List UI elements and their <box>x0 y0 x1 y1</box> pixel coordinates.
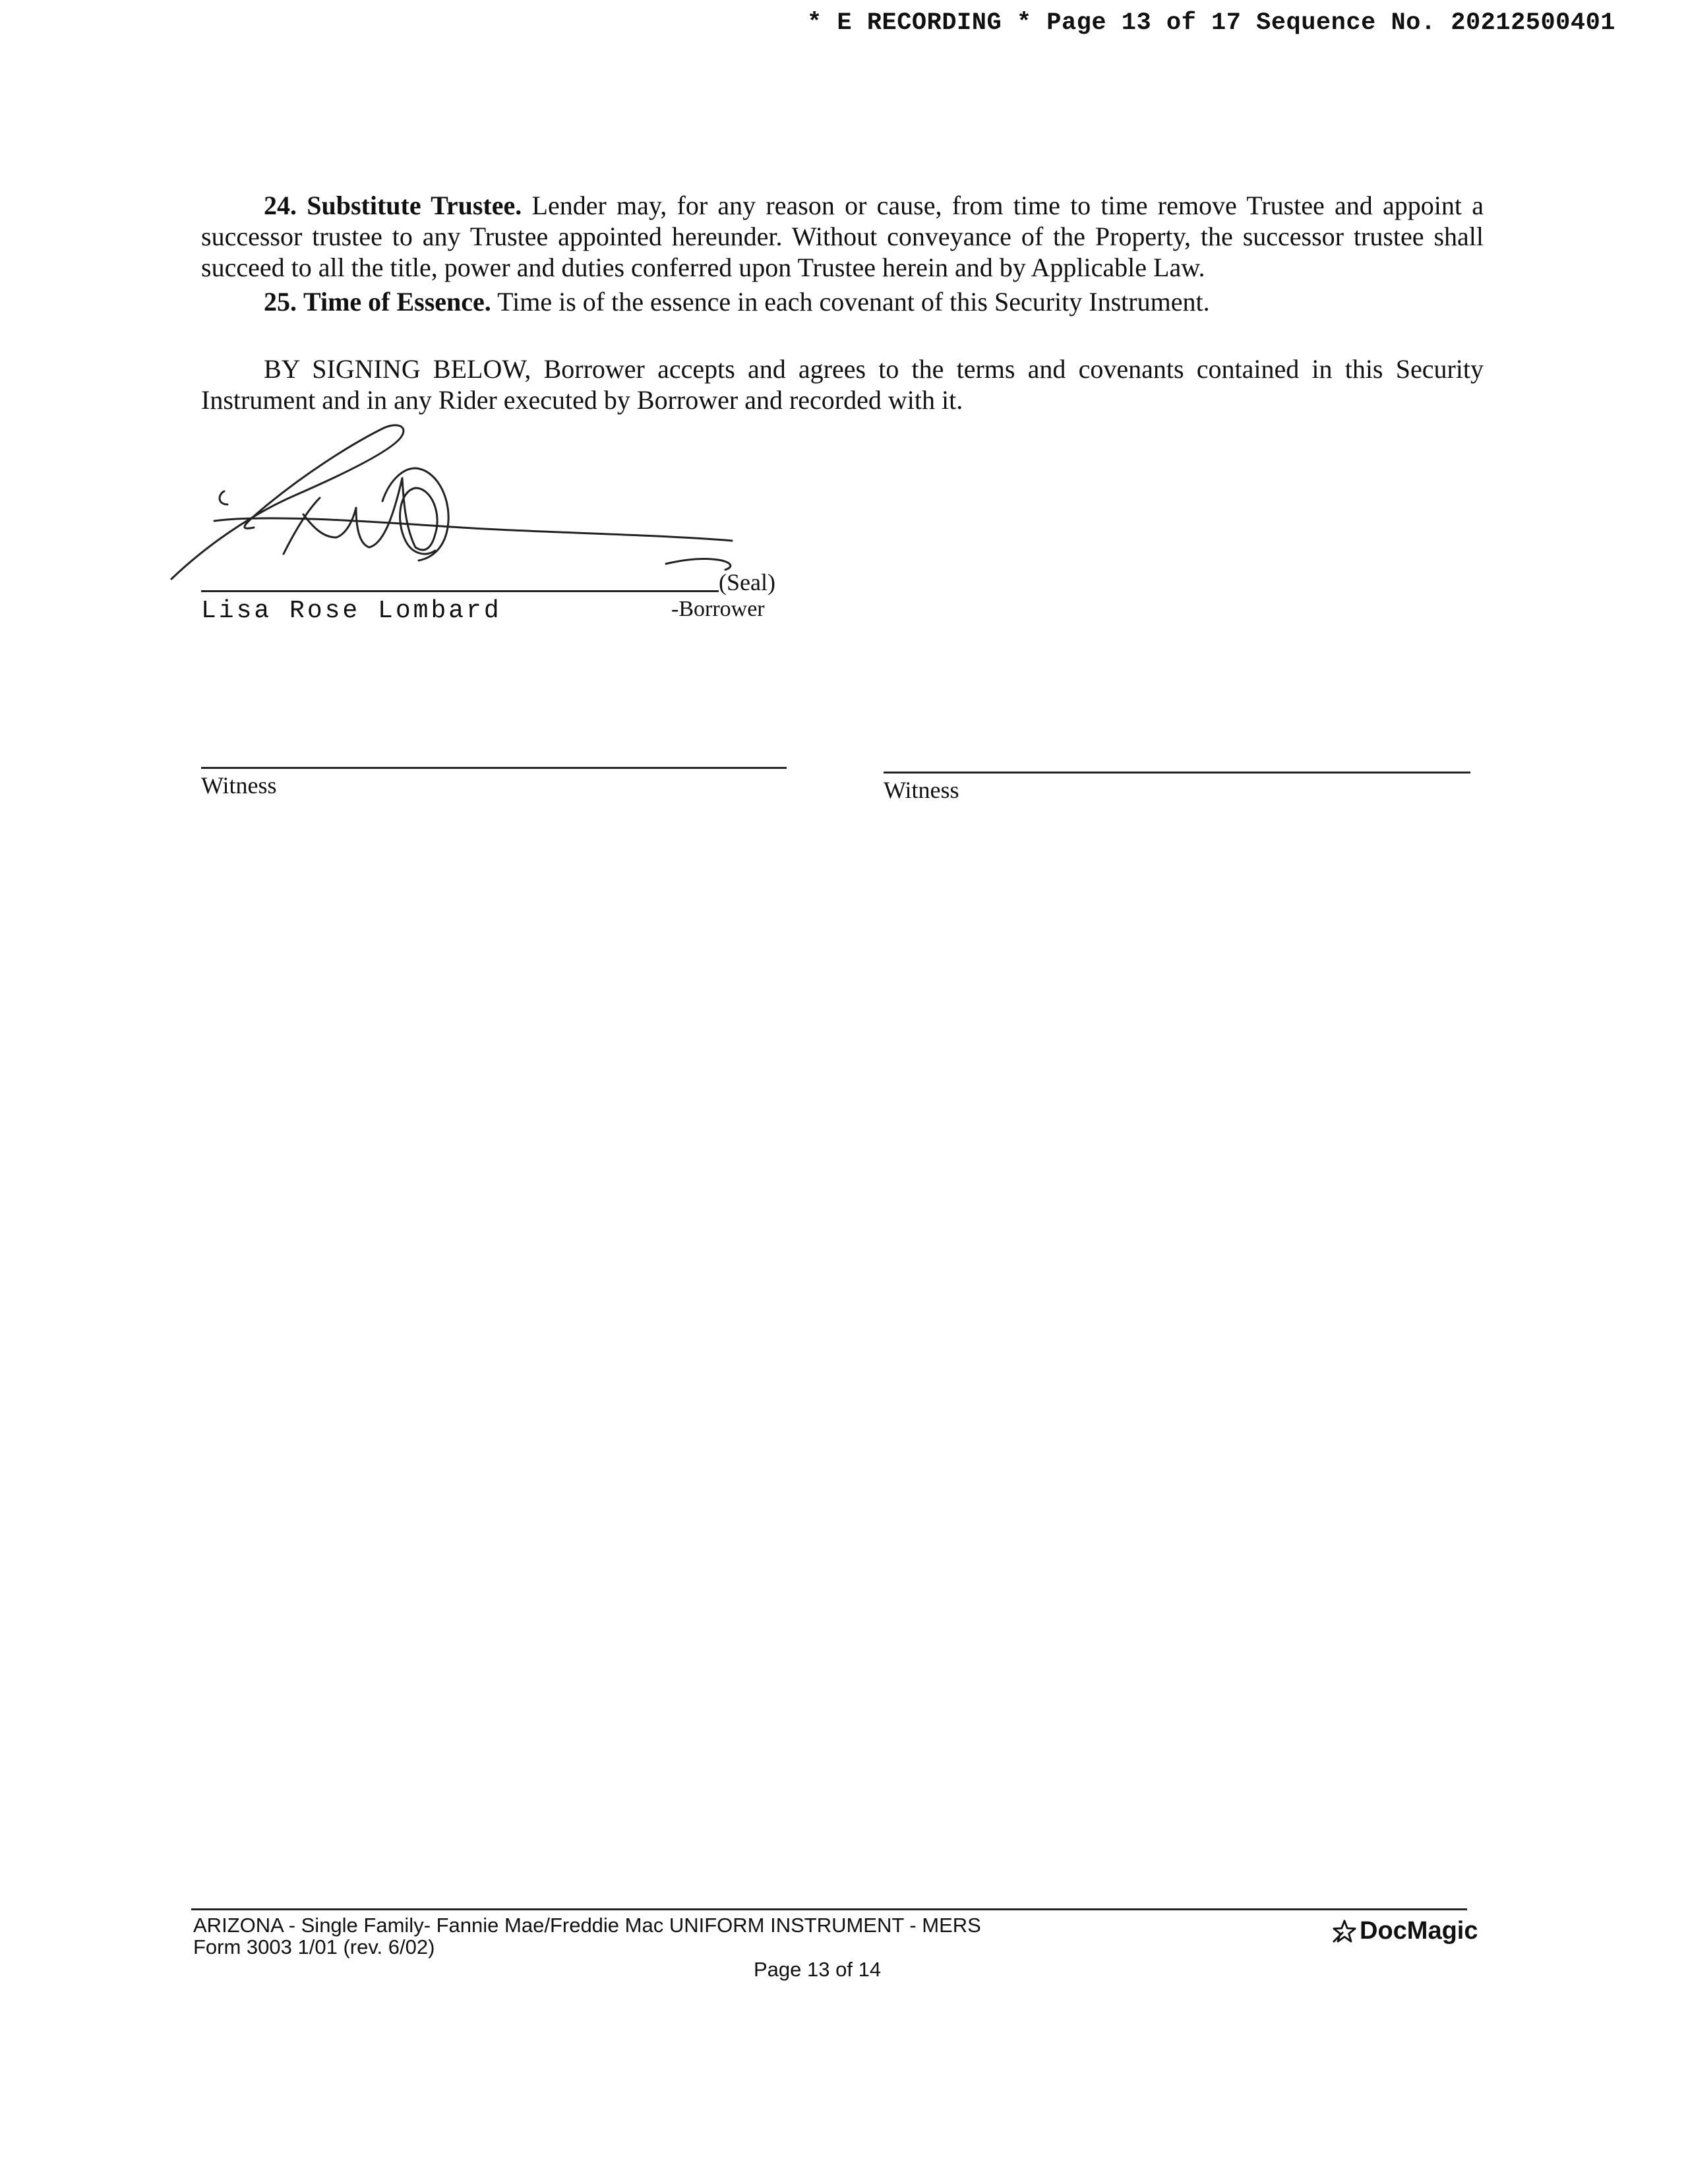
docmagic-brand-text: DocMagic <box>1360 1917 1478 1945</box>
footer-rule <box>191 1908 1467 1910</box>
signing-statement: BY SIGNING BELOW, Borrower accepts and agrees to the terms and covenants contained in this Security Instrument and in any Rider executed by Borrower and recorded with it. <box>201 354 1484 415</box>
witness-line-left <box>201 767 787 769</box>
section-24-title: Substitute Trustee. <box>307 191 522 220</box>
borrower-signature <box>165 422 758 613</box>
section-24 <box>201 190 1484 283</box>
section-24-number: 24. <box>264 191 297 220</box>
footer-form-line1: ARIZONA - Single Family- Fannie Mae/Freddie Mac UNIFORM INSTRUMENT - MERS <box>193 1914 981 1937</box>
section-25-number: 25. <box>264 287 297 317</box>
section-24-body: Lender may, for any reason or cause, from time to time remove Trustee and appoint a successor trustee to any Trustee appointed hereunder. Without conveyance of the Property, the successor trustee shall succeed to all the title, power and duties conferred upon Trustee herein and by Applicable Law. <box>201 191 1484 282</box>
section-25-body: Time is of the essence in each covenant of this Security Instrument. <box>497 287 1210 317</box>
borrower-name: Lisa Rose Lombard <box>201 597 502 625</box>
footer-form-line2: Form 3003 1/01 (rev. 6/02) <box>193 1935 435 1958</box>
docmagic-logo <box>1332 1917 1478 1945</box>
footer-page-number: Page 13 of 14 <box>754 1958 882 1981</box>
borrower-role-label: -Borrower <box>671 597 765 621</box>
witness-line-right <box>884 772 1470 774</box>
witness-label-right: Witness <box>884 777 959 803</box>
star-icon <box>1332 1919 1357 1944</box>
witness-label-left: Witness <box>201 772 277 799</box>
borrower-signature-line <box>201 590 719 592</box>
section-25 <box>201 286 1484 317</box>
section-25-title: Time of Essence. <box>303 287 491 317</box>
recording-header: * E RECORDING * Page 13 of 17 Sequence No. 20212500401 <box>807 9 1615 37</box>
seal-label: (Seal) <box>719 569 775 595</box>
